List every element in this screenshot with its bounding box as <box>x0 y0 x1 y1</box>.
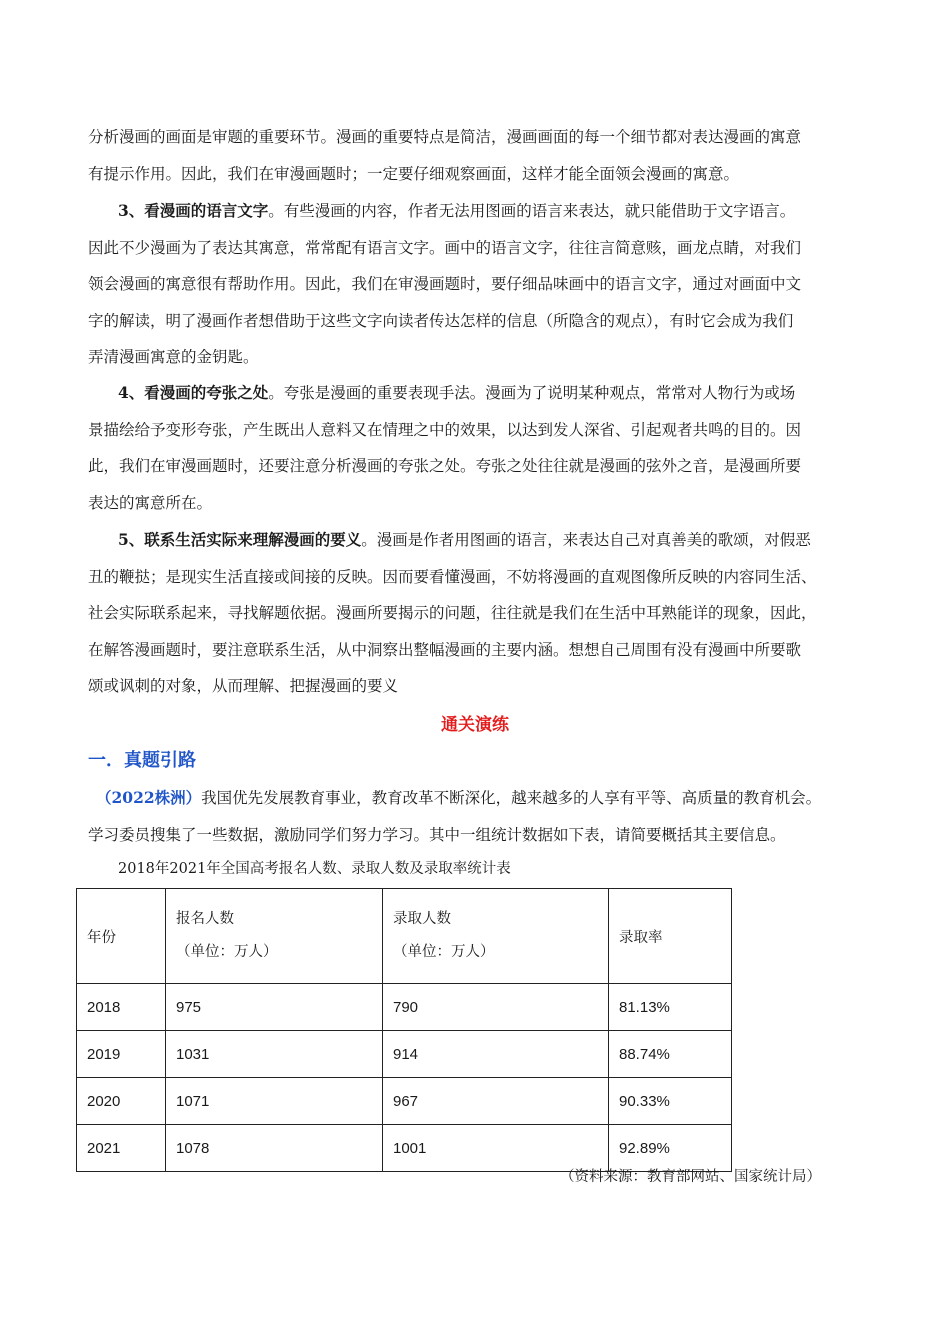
text-line: 社会实际联系起来，寻找解题依据。漫画所要揭示的问题，往往就是我们在生活中耳熟能详的现象，因此， <box>88 604 817 622</box>
cell-apply: 1078 <box>166 1125 383 1172</box>
header-admit-label: 录取人数 <box>393 911 451 927</box>
question-paragraph <box>88 780 870 853</box>
text-run: 我国优先发展教育事业，教育改革不断深化，越来越多的人享有平等、高质量的教育机会。 <box>201 789 822 807</box>
text-line <box>88 780 870 817</box>
cell-rate: 88.74% <box>609 1031 732 1078</box>
cell-apply: 1031 <box>166 1031 383 1078</box>
text-line: 表达的寓意所在。 <box>88 493 213 512</box>
cell-year: 2018 <box>77 984 166 1031</box>
cell-rate: 92.89% <box>609 1125 732 1172</box>
table-row <box>77 1078 732 1125</box>
cell-year: 2019 <box>77 1031 166 1078</box>
paragraph-2 <box>88 119 870 192</box>
text-line: 丑的鞭挞；是现实生活直接或间接的反映。因而要看懂漫画，不妨将漫画的直观图像所反映的内容同生活、 <box>88 567 817 586</box>
text-line <box>88 522 870 559</box>
point-heading: 5、联系生活实际来理解漫画的要义 <box>118 530 362 549</box>
section-title: 通关演练 <box>441 715 509 735</box>
cell-year: 2020 <box>77 1078 166 1125</box>
text-line: 领会漫画的寓意很有帮助作用。因此，我们在审漫画题时，要仔细品味画中的语言文字，通过对画面中文 <box>88 275 802 293</box>
paragraph-4 <box>88 375 870 521</box>
question-source: （2022株洲） <box>96 788 202 807</box>
paragraph-3 <box>88 193 870 376</box>
header-apply-unit: （单位：万人） <box>176 944 278 960</box>
cell-apply: 975 <box>166 984 383 1031</box>
cell-admit: 790 <box>383 984 609 1031</box>
header-apply-label: 报名人数 <box>176 911 234 927</box>
text-run: 。有些漫画的内容，作者无法用图画的语言来表达，就只能借助于文字语言。 <box>268 202 796 220</box>
header-rate: 录取率 <box>609 889 732 984</box>
header-admit <box>383 889 609 984</box>
text-run: 。漫画是作者用图画的语言，来表达自己对真善美的歌颂，对假恶 <box>361 531 811 549</box>
cell-admit: 914 <box>383 1031 609 1078</box>
statistics-table <box>76 888 732 1172</box>
text-line: 分析漫画的画面是审题的重要环节。漫画的重要特点是简洁，漫画画面的每一个细节都对表达漫画的寓意 <box>88 128 802 146</box>
header-year: 年份 <box>77 889 166 984</box>
cell-apply: 1071 <box>166 1078 383 1125</box>
table-row <box>77 984 732 1031</box>
table-header-row <box>77 889 732 984</box>
cell-admit: 1001 <box>383 1125 609 1172</box>
cell-year: 2021 <box>77 1125 166 1172</box>
text-line: 在解答漫画题时，要注意联系生活，从中洞察出整幅漫画的主要内涵。想想自己周围有没有漫画中所要歌 <box>88 640 802 659</box>
text-run: 。夸张是漫画的重要表现手法。漫画为了说明某种观点，常常对人物行为或场 <box>268 384 796 402</box>
data-source-note: （资料来源：教育部网站、国家统计局） <box>560 1169 821 1185</box>
text-line: 颂或讽刺的对象，从而理解、把握漫画的要义 <box>88 677 399 695</box>
subsection-heading: 一．真题引路 <box>88 750 196 771</box>
cell-rate: 90.33% <box>609 1078 732 1125</box>
text-line <box>88 375 870 412</box>
point-heading: 3、看漫画的语言文字 <box>118 201 269 220</box>
text-line: 弄清漫画寓意的金钥匙。 <box>88 348 259 366</box>
text-line: 字的解读，明了漫画作者想借助于这些文字向读者传达怎样的信息（所隐含的观点），有时它会成为我们 <box>88 311 794 330</box>
text-line: 学习委员搜集了一些数据，激励同学们努力学习。其中一组统计数据如下表，请简要概括其主要信息。 <box>88 825 786 844</box>
text-line: 因此不少漫画为了表达其寓意，常常配有语言文字。画中的语言文字，往往言简意赅，画龙点睛，对我们 <box>88 238 802 257</box>
text-line <box>88 193 870 230</box>
text-line: 此，我们在审漫画题时，还要注意分析漫画的夸张之处。夸张之处往往就是漫画的弦外之音，是漫画所要 <box>88 457 802 475</box>
cell-rate: 81.13% <box>609 984 732 1031</box>
text-line: 景描绘给予变形夸张，产生既出人意料又在情理之中的效果，以达到发人深省、引起观者共鸣的目的。因 <box>88 420 802 439</box>
point-heading: 4、看漫画的夸张之处 <box>118 383 269 402</box>
cell-admit: 967 <box>383 1078 609 1125</box>
table-caption: 2018年2021年全国高考报名人数、录取人数及录取率统计表 <box>118 861 511 877</box>
text-line: 有提示作用。因此，我们在审漫画题时；一定要仔细观察画面，这样才能全面领会漫画的寓意。 <box>88 164 740 183</box>
paragraph-5 <box>88 522 870 705</box>
header-admit-unit: （单位：万人） <box>393 944 495 960</box>
table-row <box>77 1031 732 1078</box>
header-apply <box>166 889 383 984</box>
